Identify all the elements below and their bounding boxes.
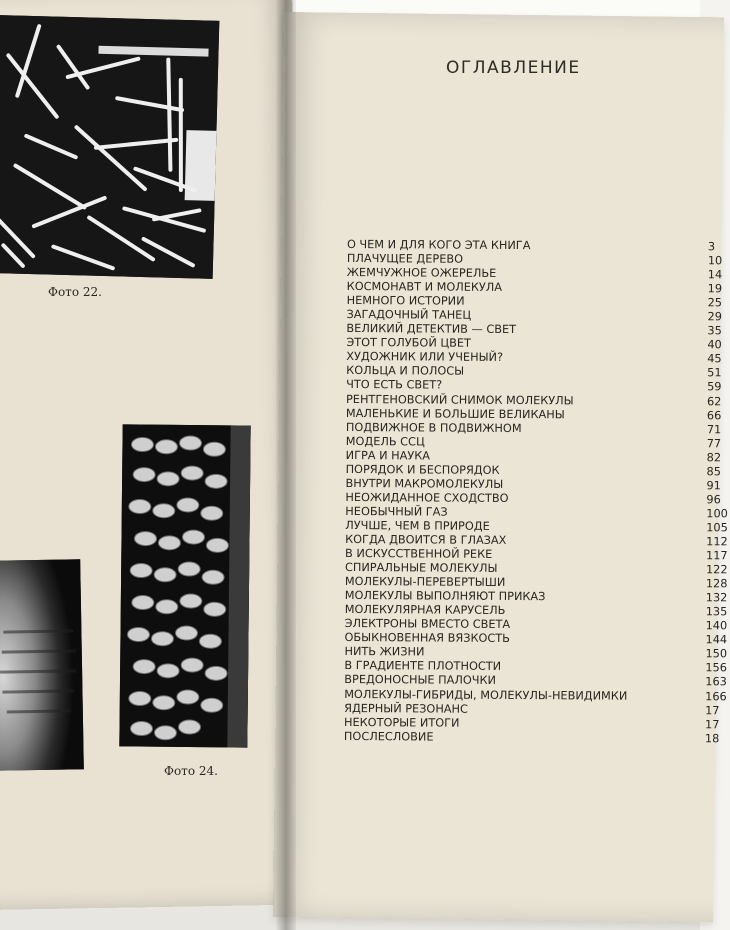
toc-entry-page: 150 — [705, 647, 728, 661]
toc-entry-page: 10 — [707, 254, 723, 268]
toc-entry-title: ПОСЛЕСЛОВИЕ — [343, 729, 434, 744]
toc-entry-title: КОЛЬЦА И ПОЛОСЫ — [346, 364, 465, 379]
toc-entry-page: 29 — [707, 310, 722, 324]
toc-entry-page: 100 — [706, 507, 728, 521]
toc-entry-page: 66 — [706, 408, 722, 422]
toc-entry-title: СПИРАЛЬНЫЕ МОЛЕКУЛЫ — [344, 561, 498, 576]
toc-entry-page: 135 — [705, 605, 728, 619]
book-gutter — [276, 0, 296, 930]
table-of-contents — [343, 238, 728, 746]
toc-entry-title: ЭЛЕКТРОНЫ ВМЕСТО СВЕТА — [344, 617, 511, 632]
toc-entry-title: МОЛЕКУЛЫ-ГИБРИДЫ, МОЛЕКУЛЫ-НЕВИДИМКИ — [344, 687, 628, 703]
toc-entry-title: ВРЕДОНОСНЫЕ ПАЛОЧКИ — [344, 673, 497, 688]
toc-entry-page: 71 — [706, 422, 722, 436]
toc-entry-page: 128 — [705, 577, 728, 591]
toc-entry-title: МАЛЕНЬКИЕ И БОЛЬШИЕ ВЕЛИКАНЫ — [345, 406, 565, 421]
toc-entry-title: МОЛЕКУЛЫ ВЫПОЛНЯЮТ ПРИКАЗ — [344, 589, 546, 604]
toc-entry-page: 51 — [707, 366, 722, 380]
toc-entry-title: ЗАГАДОЧНЫЙ ТАНЕЦ — [346, 308, 472, 322]
toc-entry-page: 85 — [706, 464, 721, 479]
toc-entry — [343, 729, 720, 746]
toc-entry-title: ПОДВИЖНОЕ В ПОДВИЖНОМ — [345, 420, 522, 435]
toc-entry-page: 140 — [705, 619, 728, 633]
toc-entry-page: 17 — [704, 717, 720, 731]
toc-entry-title: НИТЬ ЖИЗНИ — [344, 645, 425, 659]
toc-entry-page: 91 — [706, 478, 721, 493]
toc-entry-page: 45 — [707, 352, 722, 366]
toc-entry-page: 62 — [706, 394, 722, 408]
toc-title: ОГЛАВЛЕНИЕ — [446, 58, 581, 78]
toc-entry-page: 156 — [705, 661, 727, 675]
toc-entry-page: 117 — [706, 549, 728, 563]
toc-entry-title: ЛУЧШЕ, ЧЕМ В ПРИРОДЕ — [345, 518, 490, 533]
toc-entry-title: ПОРЯДОК И БЕСПОРЯДОК — [345, 462, 500, 477]
toc-entry-title: ХУДОЖНИК ИЛИ УЧЕНЫЙ? — [346, 350, 504, 365]
photo-24-bead-model — [119, 424, 250, 747]
toc-entry-title: ЭТОТ ГОЛУБОЙ ЦВЕТ — [346, 336, 471, 351]
toc-entry-page: 96 — [706, 493, 721, 507]
toc-entry-page: 166 — [705, 689, 727, 703]
toc-entry-page: 19 — [707, 282, 723, 296]
toc-entry-title: ВЕЛИКИЙ ДЕТЕКТИВ — СВЕТ — [346, 322, 517, 337]
toc-entry-title: ИГРА И НАУКА — [345, 448, 431, 463]
toc-entry-title: ПЛАЧУЩЕЕ ДЕРЕВО — [346, 252, 464, 266]
toc-entry-title: ЖЕМЧУЖНОЕ ОЖЕРЕЛЬЕ — [346, 266, 497, 281]
toc-entry-title: НЕОЖИДАННОЕ СХОДСТВО — [345, 490, 509, 505]
toc-entry-title: МОДЕЛЬ ССЦ — [345, 434, 425, 449]
toc-entry-title: В ГРАДИЕНТЕ ПЛОТНОСТИ — [344, 659, 502, 674]
toc-entry-page: 3 — [707, 240, 716, 254]
toc-entry-page: 122 — [705, 563, 728, 577]
photo-diffraction-pattern — [0, 559, 84, 771]
toc-entry-title: РЕНТГЕНОВСКИЙ СНИМОК МОЛЕКУЛЫ — [345, 392, 574, 407]
toc-entry-page: 14 — [707, 268, 723, 282]
toc-entry-title: В ИСКУССТВЕННОЙ РЕКЕ — [345, 547, 493, 561]
toc-entry-title: ЯДЕРНЫЙ РЕЗОНАНС — [344, 701, 468, 716]
toc-entry-page: 82 — [706, 450, 722, 464]
toc-entry-page: 163 — [705, 675, 727, 689]
toc-entry-page: 105 — [706, 521, 728, 535]
toc-entry-page: 59 — [707, 380, 722, 394]
toc-entry-title: ВНУТРИ МАКРОМОЛЕКУЛЫ — [345, 476, 504, 491]
toc-entry-page: 40 — [707, 338, 722, 352]
photo-24-caption: Фото 24. — [164, 764, 218, 778]
toc-entry-title: НЕКОТОРЫЕ ИТОГИ — [344, 715, 460, 730]
toc-entry-page: 17 — [705, 703, 720, 717]
toc-entry-title: МОЛЕКУЛЫ-ПЕРЕВЕРТЫШИ — [344, 575, 506, 590]
toc-entry-page: 132 — [705, 591, 728, 605]
toc-entry-page: 18 — [704, 731, 720, 745]
toc-entry-title: НЕМНОГО ИСТОРИИ — [346, 294, 465, 308]
toc-entry-page: 35 — [707, 324, 722, 338]
photo-22-rods-micrograph — [0, 15, 219, 279]
toc-entry-title: НЕОБЫЧНЫЙ ГАЗ — [345, 504, 448, 519]
toc-entry-title: ЧТО ЕСТЬ СВЕТ? — [346, 378, 443, 393]
toc-entry-page: 144 — [705, 633, 728, 647]
toc-entry-title: КОСМОНАВТ И МОЛЕКУЛА — [346, 280, 503, 295]
photo-22-caption: Фото 22. — [48, 285, 102, 299]
toc-entry-title: ОБЫКНОВЕННАЯ ВЯЗКОСТЬ — [344, 631, 510, 646]
toc-entry-title: МОЛЕКУЛЯРНАЯ КАРУСЕЛЬ — [344, 603, 506, 618]
toc-entry-title: КОГДА ДВОИТСЯ В ГЛАЗАХ — [345, 532, 507, 547]
toc-entry-page: 77 — [706, 436, 722, 450]
toc-entry-page: 112 — [706, 535, 728, 549]
toc-entry-title: О ЧЕМ И ДЛЯ КОГО ЭТА КНИГА — [346, 238, 531, 253]
toc-entry-page: 25 — [707, 296, 723, 310]
